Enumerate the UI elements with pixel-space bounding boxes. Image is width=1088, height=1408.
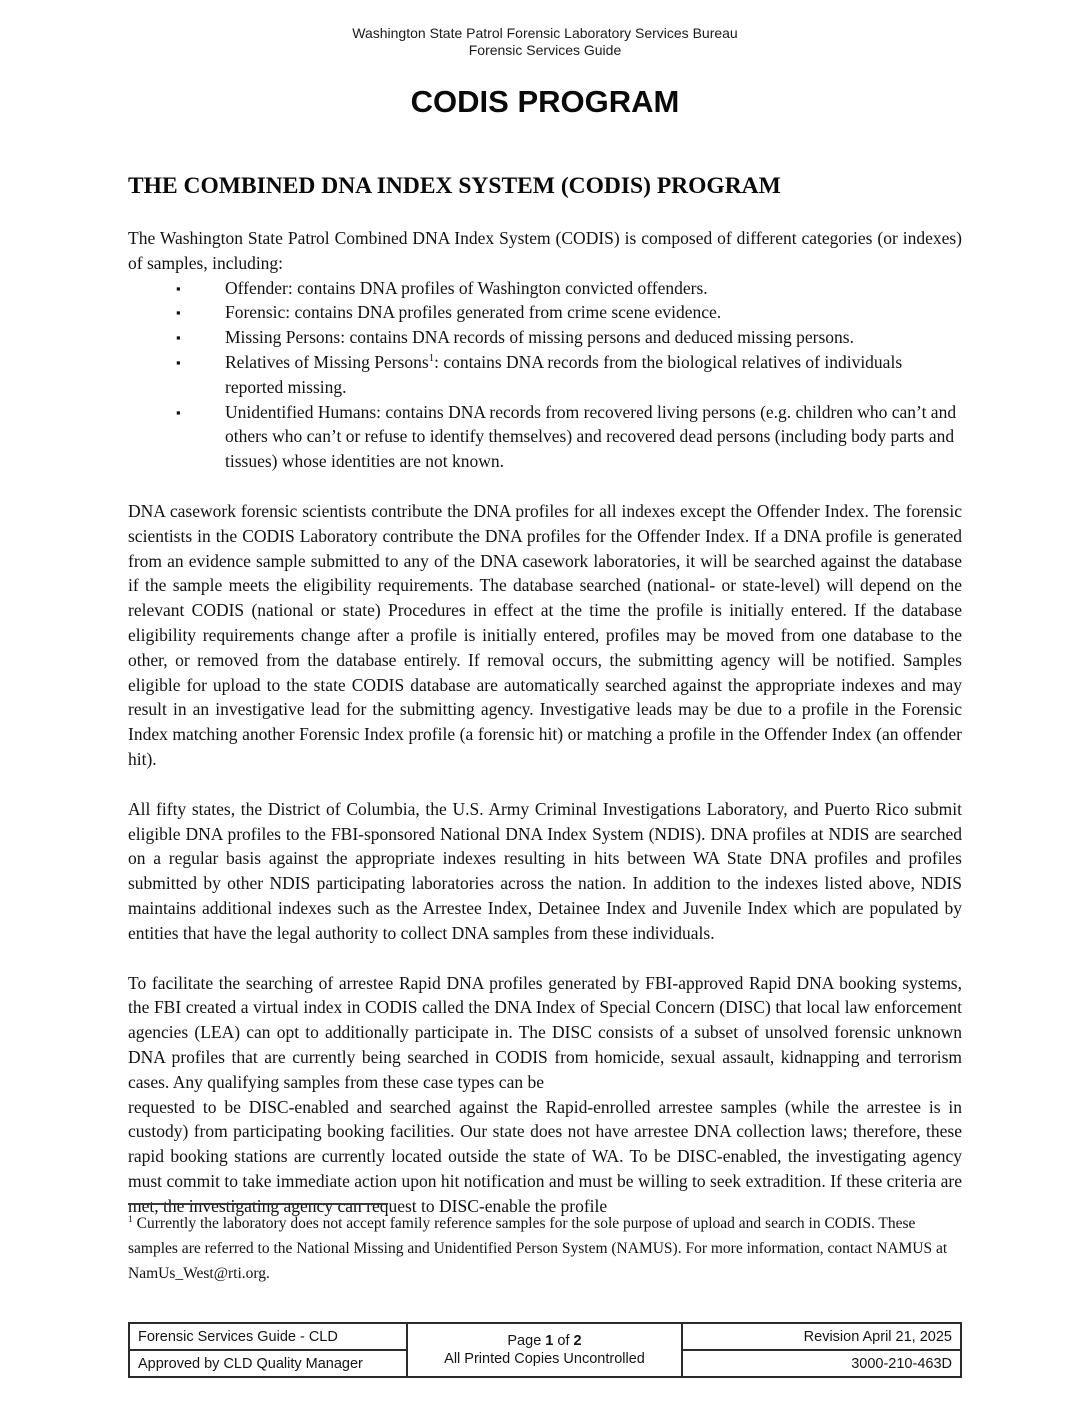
footer-row-1: [129, 1323, 961, 1350]
of-word: of: [557, 1333, 570, 1349]
bullet-text-post: : contains DNA records from the biological relatives of individuals reported missing.: [225, 351, 903, 397]
header-bureau-line: Washington State Patrol Forensic Laboratory Services Bureau: [352, 25, 738, 41]
paragraph-ndis: All fifty states, the District of Columbia, the U.S. Army Criminal Investigations Laboratory, and Puerto Rico submit eligible DNA profiles to the FBI-sponsored National DNA Index System (NDIS). DNA profiles at NDIS are searched on a regular basis against the appropriate indexes resulting in hits between WA State DNA profiles and profiles submitted by other NDIS participating laboratories across the nation. In addition to the indexes listed above, NDIS maintains additional indexes such as the Arrestee Index, Detainee Index and Juvenile Index which are populated by entities that have the legal authority to collect DNA samples from these individuals.: [128, 798, 962, 943]
paragraph-disc-part1: To facilitate the searching of arrestee Rapid DNA profiles generated by FBI-approved Rapid DNA booking systems, the FBI created a virtual index in CODIS called the DNA Index of Special Concern (DISC) that local law enforcement agencies (LEA) can opt to additionally participate in. The DISC consists of a subset of unsolved forensic unknown DNA profiles that are currently being searched in CODIS from homicide, sexual assault, kidnapping and terrorism cases. Any qualifying samples from these case types can be: [128, 972, 962, 1092]
page-number: 1: [545, 1333, 554, 1349]
page-title: CODIS PROGRAM: [410, 84, 680, 119]
bullet-item-unidentified-humans: [128, 400, 962, 474]
square-bullet-icon: ▪: [176, 404, 181, 420]
index-bullet-list: [128, 276, 962, 474]
bullet-item-forensic: [128, 300, 962, 325]
page-word: Page: [507, 1333, 542, 1349]
footnote-reference: 1: [428, 352, 435, 365]
footer-copies-note: All Printed Copies Uncontrolled: [444, 1351, 645, 1367]
bullet-item-relatives: [128, 350, 962, 400]
footnote-block: [128, 1203, 962, 1286]
section-heading: THE COMBINED DNA INDEX SYSTEM (CODIS) PROGRAM: [128, 173, 781, 199]
bullet-text: Offender: contains DNA profiles of Washington convicted offenders.: [225, 277, 708, 298]
document-header: [128, 25, 962, 59]
footer-page-cell: [407, 1323, 681, 1377]
bullet-text: Forensic: contains DNA profiles generated from crime scene evidence.: [225, 302, 722, 323]
bullet-text: Missing Persons: contains DNA records of missing persons and deduced missing persons.: [225, 327, 854, 348]
paragraph-casework: DNA casework forensic scientists contribute the DNA profiles for all indexes except the Offender Index. The forensic scientists in the CODIS Laboratory contribute the DNA profiles for the Offender Index. If a DNA profile is generated from an evidence sample submitted to any of the DNA casework laboratories, it will be searched against the database if the sample meets the eligibility requirements. The database searched (national- or state-level) will depend on the relevant CODIS (national or state) Procedures in effect at the time the profile is initially entered. If the database eligibility requirements change after a profile is initially entered, profiles may be moved from one database to the other, or removed from the database entirely. If removal occurs, the submitting agency will be notified. Samples eligible for upload to the state CODIS database are automatically searched against the appropriate indexes and may result in an investigative lead for the submitting agency. Investigative leads may be due to a profile in the Forensic Index matching another Forensic Index profile (a forensic hit) or matching a profile in the Offender Index (an offender hit).: [128, 500, 962, 769]
square-bullet-icon: ▪: [176, 354, 181, 370]
footer-table: [128, 1322, 962, 1378]
footer-approved-by: Approved by CLD Quality Manager: [129, 1350, 407, 1377]
page-content: [128, 0, 962, 1218]
bullet-item-missing-persons: [128, 325, 962, 350]
header-guide-line: Forensic Services Guide: [468, 42, 622, 58]
bullet-text: Unidentified Humans: contains DNA records from recovered living persons (e.g. children who can’t and others who can’t or refuse to identify themselves) and recovered dead persons (including body parts and tissues) whose identities are not known.: [225, 401, 957, 472]
square-bullet-icon: ▪: [176, 305, 181, 321]
footer-doc-number: 3000-210-463D: [682, 1350, 961, 1377]
square-bullet-icon: ▪: [176, 280, 181, 296]
square-bullet-icon: ▪: [176, 330, 181, 346]
footer-page-line: [416, 1332, 672, 1350]
footnote-separator-rule: [128, 1203, 388, 1205]
bullet-text-pre: Relatives of Missing Persons: [225, 351, 429, 372]
footnote-marker: 1: [128, 1213, 133, 1225]
footer-doc-name: Forensic Services Guide - CLD: [129, 1323, 407, 1350]
footer-revision: Revision April 21, 2025: [682, 1323, 961, 1350]
footnote-text: [128, 1212, 962, 1286]
paragraph-disc-part2: requested to be DISC-enabled and searched against the Rapid-enrolled arrestee samples (while the arrestee is in custody) from participating booking facilities. Our state does not have arrestee DNA collection laws; therefore, these rapid booking stations are currently located outside the state of WA. To be DISC-enabled, the investigating agency must commit to take immediate action upon hit notification and must be willing to seek extradition. If these criteria are met, the investigating agency can request to DISC-enable the profile: [128, 1096, 962, 1216]
page-total: 2: [573, 1333, 582, 1349]
intro-paragraph: The Washington State Patrol Combined DNA Index System (CODIS) is composed of different categories (or indexes) of samples, including:: [128, 228, 962, 273]
bullet-item-offender: [128, 276, 962, 301]
footnote-body: Currently the laboratory does not accept family reference samples for the sole purpose of upload and search in CODIS. These samples are referred to the National Missing and Unidentified Person System (NAMUS). For more information, contact NAMUS at NamUs_West@rti.org.: [128, 1215, 948, 1282]
